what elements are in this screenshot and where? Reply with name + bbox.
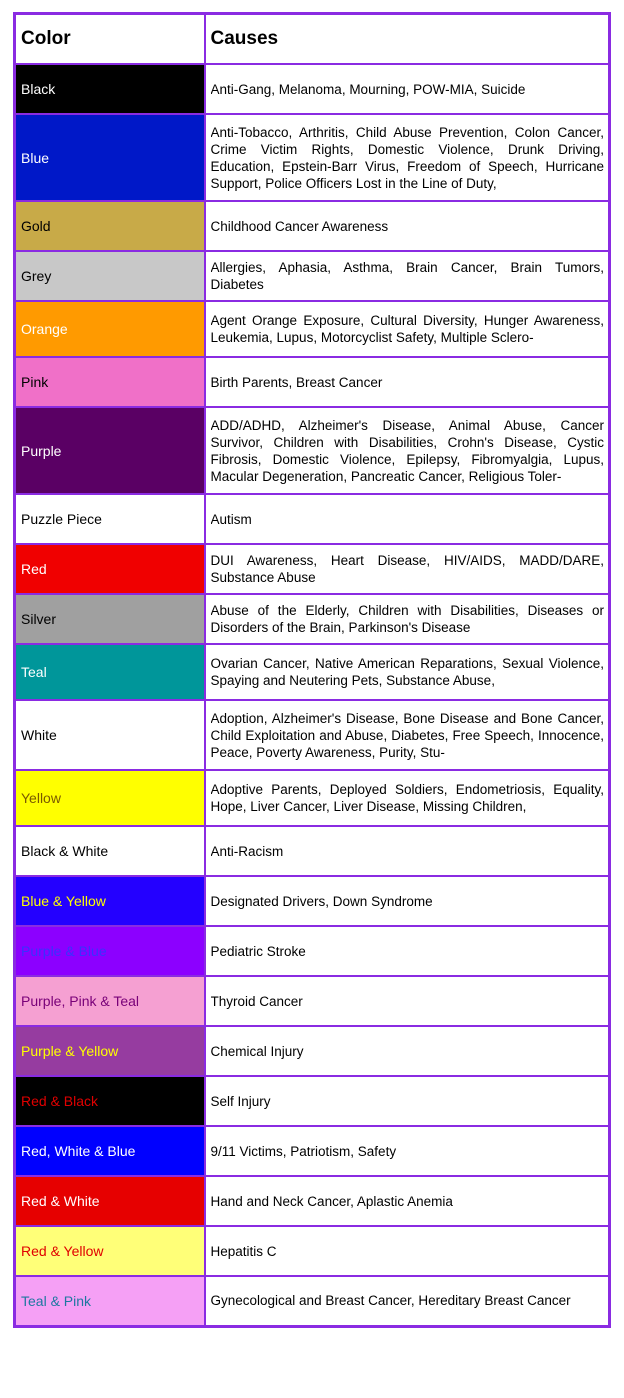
causes-cell <box>205 700 610 770</box>
table-row <box>15 926 610 976</box>
table-row <box>15 251 610 301</box>
table-row <box>15 1226 610 1276</box>
color-name-cell: Purple, Pink & Teal <box>15 976 205 1026</box>
causes-cell <box>205 976 610 1026</box>
color-name-cell: Purple <box>15 407 205 494</box>
table-row <box>15 594 610 644</box>
causes-cell <box>205 494 610 544</box>
causes-cell <box>205 926 610 976</box>
causes-text: Pediatric Stroke <box>210 943 306 959</box>
table-row <box>15 976 610 1026</box>
causes-cell <box>205 1126 610 1176</box>
causes-cell <box>205 1226 610 1276</box>
causes-cell <box>205 251 610 301</box>
table-row <box>15 201 610 251</box>
causes-text: Autism <box>210 511 252 527</box>
causes-cell <box>205 114 610 201</box>
causes-text: Chemical Injury <box>210 1043 304 1059</box>
table-row <box>15 876 610 926</box>
causes-text: Self Injury <box>210 1093 271 1109</box>
table-row <box>15 1276 610 1326</box>
color-name-cell: Teal & Pink <box>15 1276 205 1326</box>
color-name-cell: Puzzle Piece <box>15 494 205 544</box>
causes-cell <box>205 64 610 114</box>
color-name-cell: Red & Black <box>15 1076 205 1126</box>
causes-text: Thyroid Cancer <box>210 993 303 1009</box>
causes-cell <box>205 1176 610 1226</box>
color-name-cell: Gold <box>15 201 205 251</box>
color-name-cell: Black <box>15 64 205 114</box>
color-name-cell: Blue & Yellow <box>15 876 205 926</box>
table-row <box>15 407 610 494</box>
causes-cell <box>205 594 610 644</box>
causes-cell <box>205 644 610 700</box>
table-row <box>15 1026 610 1076</box>
table-row <box>15 1076 610 1126</box>
causes-text: 9/11 Victims, Patriotism, Safety <box>210 1143 397 1159</box>
color-name-cell: Red <box>15 544 205 594</box>
table-row <box>15 494 610 544</box>
causes-text: DUI Awareness, Heart Disease, HIV/AIDS, MADD/DARE, Substance Abuse <box>210 553 604 585</box>
table-row <box>15 770 610 826</box>
awareness-ribbon-table <box>13 12 611 1328</box>
color-name-cell: Teal <box>15 644 205 700</box>
color-name-cell: Red & White <box>15 1176 205 1226</box>
causes-text: Anti-Tobacco, Arthritis, Child Abuse Prevention, Colon Cancer, Crime Victim Rights, Domestic Violence, Drunk Driving, Education, Epstein-Barr Virus, Freedom of Speech, Hurricane Support, Police Officers Lost in the Line of Duty, <box>210 124 604 191</box>
color-name-cell: Red & Yellow <box>15 1226 205 1276</box>
color-name-cell: Orange <box>15 301 205 357</box>
causes-text: Childhood Cancer Awareness <box>210 218 389 234</box>
table-row <box>15 114 610 201</box>
table-row <box>15 1176 610 1226</box>
table-body <box>15 64 610 1326</box>
causes-text: Hand and Neck Cancer, Aplastic Anemia <box>210 1193 453 1209</box>
causes-cell <box>205 544 610 594</box>
table-row <box>15 301 610 357</box>
color-name-cell: Purple & Blue <box>15 926 205 976</box>
causes-text: ADD/ADHD, Alzheimer's Disease, Animal Abuse, Cancer Survivor, Children with Disabilities, Crohn's Disease, Cystic Fibrosis, Domestic Violence, Epilepsy, Fibromyalgia, Lupus, Macular Degeneration, Pancreatic Cancer, Religious Toler- <box>210 417 604 484</box>
color-name-cell: Pink <box>15 357 205 407</box>
color-name-cell: Grey <box>15 251 205 301</box>
causes-column-header: Causes <box>205 14 610 65</box>
causes-text: Adoption, Alzheimer's Disease, Bone Disease and Bone Cancer, Child Exploitation and Abuse, Diabetes, Free Speech, Innocence, Peace, Poverty Awareness, Purity, Stu- <box>210 710 604 760</box>
causes-cell <box>205 407 610 494</box>
causes-cell <box>205 1276 610 1326</box>
causes-cell <box>205 770 610 826</box>
causes-text: Birth Parents, Breast Cancer <box>210 374 383 390</box>
color-name-cell: Red, White & Blue <box>15 1126 205 1176</box>
causes-text: Anti-Racism <box>210 843 284 859</box>
causes-cell <box>205 357 610 407</box>
causes-cell <box>205 826 610 876</box>
causes-text: Allergies, Aphasia, Asthma, Brain Cancer, Brain Tumors, Diabetes <box>210 260 604 292</box>
color-name-cell: Blue <box>15 114 205 201</box>
causes-text: Designated Drivers, Down Syndrome <box>210 893 433 909</box>
table-row <box>15 64 610 114</box>
color-name-cell: Silver <box>15 594 205 644</box>
table-row <box>15 700 610 770</box>
causes-cell <box>205 876 610 926</box>
table-row <box>15 544 610 594</box>
causes-cell <box>205 301 610 357</box>
header-row <box>15 14 610 65</box>
causes-cell <box>205 1026 610 1076</box>
color-name-cell: Purple & Yellow <box>15 1026 205 1076</box>
color-column-header: Color <box>15 14 205 65</box>
table-row <box>15 826 610 876</box>
causes-text: Ovarian Cancer, Native American Reparations, Sexual Violence, Spaying and Neutering Pets, Substance Abuse, <box>210 656 604 688</box>
causes-text: Abuse of the Elderly, Children with Disabilities, Diseases or Disorders of the Brain, Parkinson's Disease <box>210 603 604 635</box>
causes-text: Adoptive Parents, Deployed Soldiers, Endometriosis, Equality, Hope, Liver Cancer, Liver Disease, Missing Children, <box>210 782 604 814</box>
table-row <box>15 357 610 407</box>
color-name-cell: Black & White <box>15 826 205 876</box>
causes-text: Agent Orange Exposure, Cultural Diversity, Hunger Awareness, Leukemia, Lupus, Motorcyclist Safety, Multiple Sclero- <box>210 313 604 345</box>
causes-cell <box>205 1076 610 1126</box>
color-name-cell: Yellow <box>15 770 205 826</box>
causes-text: Gynecological and Breast Cancer, Hereditary Breast Cancer <box>210 1293 571 1309</box>
color-name-cell: White <box>15 700 205 770</box>
table-row <box>15 1126 610 1176</box>
table-row <box>15 644 610 700</box>
causes-cell <box>205 201 610 251</box>
causes-text: Hepatitis C <box>210 1243 277 1259</box>
causes-text: Anti-Gang, Melanoma, Mourning, POW-MIA, Suicide <box>210 81 526 97</box>
